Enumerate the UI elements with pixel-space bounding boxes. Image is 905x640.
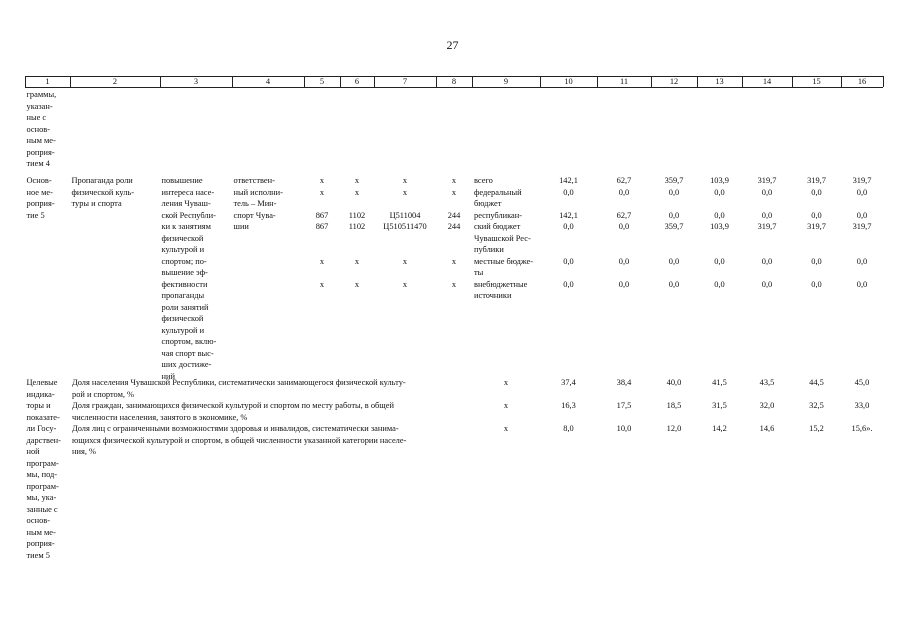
budget-code: x — [354, 187, 360, 197]
funding-value: 0,0 — [618, 279, 630, 289]
indicator-label-line: мы, под- — [26, 470, 58, 479]
event-label-line: ное ме- — [26, 187, 53, 197]
indicator-label-line: занные с — [26, 504, 58, 514]
funding-value: 0,0 — [811, 187, 822, 197]
indicator-value: 14,2 — [712, 424, 727, 433]
event-goal-line: пропаганды — [161, 291, 205, 300]
header-col-number: 13 — [715, 77, 724, 86]
executor-line: тель – Мин- — [233, 199, 277, 208]
funding-value: 0,0 — [761, 256, 773, 266]
indicator-label-line: роприя- — [26, 539, 55, 548]
indicator-value: 8,0 — [563, 424, 574, 433]
continued-col1-line: ным ме- — [26, 136, 56, 145]
header-col-number: 3 — [193, 77, 199, 86]
indicator-mark: x — [503, 424, 509, 433]
funding-value: 319,7 — [807, 176, 826, 185]
event-goal-line: спортом; по- — [161, 256, 207, 266]
event-goal-line: чая спорт выс- — [161, 348, 214, 358]
header-col-number: 10 — [564, 77, 573, 86]
indicator-value: 37,4 — [561, 378, 576, 387]
budget-code: 867 — [315, 222, 329, 231]
header-bottom-line — [25, 87, 883, 88]
header-col-number: 14 — [762, 77, 772, 86]
indicator-value: 41,5 — [712, 378, 727, 387]
indicator-text-line: ющихся физической культурой и спортом, в общей численности указанной категории населе- — [72, 435, 407, 445]
header-col-number: 11 — [619, 77, 629, 86]
budget-code: x — [402, 256, 408, 266]
funding-value: 142,1 — [559, 210, 578, 220]
indicator-label-line: ной — [26, 447, 40, 456]
indicator-mark: x — [503, 378, 509, 387]
event-goal-line: культурой и — [161, 245, 205, 254]
event-goal-line: спортом, вклю- — [161, 337, 217, 346]
budget-code: x — [402, 187, 408, 197]
executor-line: спорт Чува- — [233, 210, 276, 220]
funding-value: 0,0 — [761, 187, 773, 197]
funding-value: 0,0 — [714, 256, 725, 266]
event-goal-line: ний — [161, 371, 175, 381]
funding-value: 0,0 — [856, 187, 868, 197]
indicator-mark: x — [503, 401, 509, 410]
budget-code: x — [354, 279, 360, 289]
event-label-line: Основ- — [26, 176, 52, 185]
budget-code: x — [319, 187, 325, 197]
continued-col1-line: указан- — [26, 101, 53, 111]
funding-source-line: ский бюджет — [474, 222, 521, 231]
funding-value: 359,7 — [664, 222, 684, 231]
funding-source-line: бюджет — [474, 199, 502, 208]
event-goal-line: вышение эф- — [161, 268, 208, 277]
funding-value: 319,7 — [807, 222, 826, 231]
indicator-text-line: численности населения, занятого в экономике, % — [72, 412, 248, 422]
funding-value: 0,0 — [618, 187, 630, 197]
event-label-line: роприя- — [26, 199, 55, 208]
indicator-label-line: дарствен- — [26, 435, 61, 445]
continued-col1-line: ные с — [26, 113, 47, 122]
funding-value: 142,1 — [559, 176, 578, 185]
funding-value: 0,0 — [668, 187, 680, 197]
header-col-number: 8 — [451, 77, 457, 86]
indicator-value: 45,0 — [854, 378, 870, 387]
funding-value: 0,0 — [714, 279, 725, 289]
indicator-value: 43,5 — [759, 378, 775, 387]
header-col-number: 6 — [354, 77, 360, 86]
funding-value: 0,0 — [563, 279, 574, 289]
indicator-text-line: рой и спортом, % — [72, 389, 135, 399]
event-label-line: тие 5 — [26, 210, 45, 220]
funding-source-line: внебюджетные — [474, 279, 528, 289]
event-goal-line: культурой и — [161, 325, 205, 335]
budget-code: x — [402, 176, 408, 185]
funding-value: 0,0 — [856, 256, 868, 266]
event-goal-line: ки к занятиям — [161, 222, 211, 231]
indicator-text-line: Доля населения Чувашской Республики, систематически занимающегося физической культу- — [72, 378, 406, 387]
indicator-value: 44,5 — [809, 378, 824, 387]
header-col-divider — [883, 76, 884, 87]
budget-code: x — [451, 256, 457, 266]
page-number: 27 — [446, 38, 459, 52]
funding-value: 0,0 — [811, 210, 822, 220]
indicator-value: 16,3 — [561, 401, 576, 410]
funding-source-line: Чувашской Рес- — [474, 233, 531, 243]
indicator-label-line: програм- — [26, 481, 59, 491]
funding-value: 0,0 — [563, 222, 574, 231]
budget-code: x — [354, 176, 360, 185]
event-goal-line: физической — [161, 233, 204, 243]
funding-source-line: всего — [474, 176, 493, 185]
event-goal-line: фективности — [161, 279, 208, 289]
budget-code: x — [354, 256, 360, 266]
funding-value: 0,0 — [563, 256, 574, 266]
funding-value: 0,0 — [811, 279, 822, 289]
event-goal-line: роли занятий — [161, 302, 209, 312]
continued-col1-line: роприя- — [26, 147, 55, 157]
budget-code: 244 — [447, 222, 461, 231]
budget-code: 867 — [315, 210, 329, 220]
indicator-value: 12,0 — [666, 424, 682, 433]
funding-value: 103,9 — [710, 176, 729, 185]
indicator-value: 14,6 — [759, 424, 775, 433]
indicator-label-line: индика- — [26, 389, 55, 399]
funding-value: 0,0 — [668, 256, 680, 266]
header-col-number: 1 — [45, 77, 50, 86]
indicator-text-line: Доля граждан, занимающихся физической культурой и спортом по месту работы, в общей — [72, 401, 394, 410]
budget-code: 1102 — [348, 222, 366, 231]
indicator-label-line: показате- — [26, 412, 60, 422]
funding-value: 0,0 — [714, 187, 725, 197]
funding-value: 0,0 — [811, 256, 822, 266]
funding-value: 359,7 — [664, 176, 684, 185]
event-goal-line: физической — [161, 314, 204, 323]
budget-code: x — [451, 176, 457, 185]
indicator-value: 40,0 — [666, 378, 682, 387]
indicator-value: 18,5 — [666, 401, 682, 410]
funding-value: 0,0 — [761, 279, 773, 289]
funding-value: 0,0 — [618, 222, 630, 231]
indicator-label-line: тием 5 — [26, 550, 50, 560]
header-col-number: 7 — [402, 77, 408, 86]
funding-value: 319,7 — [852, 176, 872, 185]
indicator-label-line: основ- — [26, 516, 51, 525]
event-goal-line: ления Чуваш- — [161, 199, 211, 208]
continued-col1-line: тием 4 — [26, 159, 50, 168]
indicator-label-line: ным ме- — [26, 527, 56, 537]
funding-source-line: публики — [474, 245, 504, 254]
header-col-number: 16 — [857, 77, 867, 86]
indicator-label-line: ли Госу- — [26, 424, 57, 433]
indicator-label-line: торы и — [26, 401, 51, 410]
indicator-value: 15,2 — [809, 424, 824, 433]
event-title-line: Пропаганда роли — [71, 176, 133, 185]
header-col-number: 4 — [265, 77, 271, 86]
indicator-value: 10,0 — [616, 424, 632, 433]
budget-code: x — [451, 279, 457, 289]
header-col-number: 12 — [669, 77, 679, 86]
budget-code: x — [319, 256, 325, 266]
indicator-value: 32,0 — [759, 401, 775, 410]
indicator-label-line: мы, ука- — [26, 493, 57, 502]
header-col-number: 9 — [503, 77, 509, 86]
indicator-value: 32,5 — [809, 401, 824, 410]
budget-code: x — [402, 279, 408, 289]
funding-value: 0,0 — [856, 279, 868, 289]
budget-code: Ц511004 — [389, 210, 421, 220]
budget-code: Ц510511470 — [383, 222, 427, 231]
continued-col1-line: основ- — [26, 124, 51, 134]
funding-source-line: федеральный — [474, 187, 522, 197]
funding-value: 0,0 — [668, 210, 680, 220]
funding-value: 62,7 — [616, 210, 632, 220]
indicator-text-line: Доля лиц с ограниченными возможностями здоровья и инвалидов, систематически занима- — [72, 424, 399, 433]
executor-line: шии — [233, 222, 249, 231]
header-col-number: 15 — [812, 77, 821, 86]
indicator-label-line: програм- — [26, 458, 59, 468]
funding-value: 0,0 — [714, 210, 725, 220]
executor-line: ный исполни- — [233, 187, 283, 197]
event-goal-line: интереса насе- — [161, 187, 215, 197]
continued-col1-line: граммы, — [26, 90, 57, 99]
funding-value: 62,7 — [616, 176, 632, 185]
indicator-value: 31,5 — [712, 401, 727, 410]
funding-value: 0,0 — [668, 279, 680, 289]
event-title-line: туры и спорта — [71, 199, 122, 208]
header-col-number: 2 — [112, 77, 118, 86]
event-goal-line: ской Республи- — [161, 210, 216, 220]
funding-value: 0,0 — [618, 256, 630, 266]
funding-value: 103,9 — [710, 222, 729, 231]
funding-value: 319,7 — [852, 222, 872, 231]
indicator-value: 17,5 — [616, 401, 632, 410]
funding-value: 0,0 — [563, 187, 574, 197]
executor-line: ответствен- — [233, 176, 275, 185]
funding-value: 319,7 — [757, 222, 777, 231]
event-goal-line: повышение — [161, 176, 203, 185]
indicator-value: 33,0 — [854, 401, 870, 410]
budget-code: 1102 — [348, 210, 366, 220]
header-col-number: 5 — [319, 77, 325, 86]
event-title-line: физической куль- — [71, 187, 135, 197]
funding-value: 0,0 — [856, 210, 868, 220]
funding-value: 0,0 — [761, 210, 773, 220]
indicator-text-line: ния, % — [72, 447, 96, 456]
indicator-value: 38,4 — [616, 378, 632, 387]
funding-source-line: местные бюдже- — [474, 256, 534, 266]
budget-code: x — [451, 187, 457, 197]
funding-source-line: республикан- — [474, 210, 523, 220]
funding-source-line: источники — [474, 291, 512, 300]
budget-code: 244 — [447, 210, 461, 220]
budget-code: x — [319, 279, 325, 289]
event-goal-line: ших достиже- — [161, 360, 212, 369]
funding-source-line: ты — [474, 268, 484, 277]
budget-code: x — [319, 176, 325, 185]
indicator-value: 15,6». — [851, 424, 873, 433]
funding-value: 319,7 — [757, 176, 777, 185]
indicator-label-line: Целевые — [26, 378, 58, 387]
